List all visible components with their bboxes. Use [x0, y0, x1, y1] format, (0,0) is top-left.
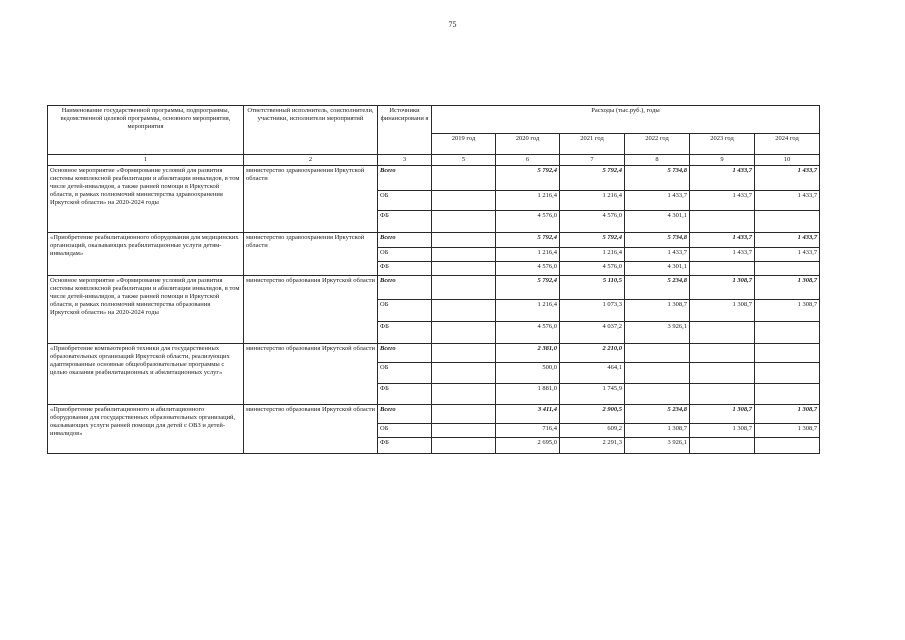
expense-value: [755, 344, 820, 363]
expense-value: [690, 384, 755, 405]
expense-value: 1 433,7: [690, 233, 755, 248]
expense-value: 464,1: [560, 363, 625, 384]
funding-source: ОБ: [378, 191, 432, 211]
funding-source: Всего: [378, 344, 432, 363]
funding-source: ОБ: [378, 300, 432, 322]
header-row: [48, 106, 820, 134]
expense-value: [432, 276, 496, 300]
expense-value: [755, 262, 820, 276]
expense-value: [625, 344, 690, 363]
expense-value: 1 433,7: [625, 191, 690, 211]
table-row: [48, 344, 820, 363]
expense-value: 2 291,3: [560, 438, 625, 454]
expense-value: [690, 262, 755, 276]
column-number: 6: [496, 155, 560, 166]
expense-value: 500,0: [496, 363, 560, 384]
expense-value: 5 792,4: [560, 233, 625, 248]
expense-value: 5 234,8: [625, 405, 690, 424]
expense-value: [432, 248, 496, 262]
header-expenses: Расходы (тыс.руб.), годы: [432, 106, 820, 134]
budget-table: [47, 105, 820, 454]
expense-value: [432, 438, 496, 454]
expense-value: 1 308,7: [755, 405, 820, 424]
expense-value: [432, 191, 496, 211]
expense-value: 1 216,4: [560, 191, 625, 211]
expense-value: 1 073,3: [560, 300, 625, 322]
funding-source: ОБ: [378, 248, 432, 262]
expense-value: 1 308,7: [755, 276, 820, 300]
column-number: 7: [560, 155, 625, 166]
header-year: 2019 год: [432, 134, 496, 155]
expense-value: 1 433,7: [690, 191, 755, 211]
expense-value: [755, 363, 820, 384]
expense-value: 1 433,7: [690, 166, 755, 191]
expense-value: 1 433,7: [755, 191, 820, 211]
column-number: 10: [755, 155, 820, 166]
expense-value: [755, 438, 820, 454]
expense-value: [432, 344, 496, 363]
funding-source: ФБ: [378, 384, 432, 405]
funding-source: Всего: [378, 276, 432, 300]
measure-name: Основное мероприятие «Формирование условий для развития системы комплексной реабилитации и абилитации инвалидов, в том числе детей-инвалидов, а также ранней помощи в Иркутской области, в рамках полномочий министерства образования Иркутской области» на 2020-2024 годы: [48, 276, 244, 344]
expense-value: [625, 363, 690, 384]
expense-value: [432, 211, 496, 233]
expense-value: [690, 344, 755, 363]
table-row: [48, 405, 820, 424]
expense-value: 4 576,0: [496, 211, 560, 233]
expense-value: 1 433,7: [690, 248, 755, 262]
expense-value: 1 433,7: [755, 248, 820, 262]
expense-value: [432, 322, 496, 344]
measure-responsible: министерство образования Иркутской области: [244, 276, 378, 344]
header-name: Наименование государственной программы, подпрограммы, ведомственной целевой программы, основного мероприятия, мероприятия: [48, 106, 244, 155]
expense-value: [755, 384, 820, 405]
expense-value: 1 308,7: [755, 424, 820, 438]
expense-value: 609,2: [560, 424, 625, 438]
expense-value: [690, 438, 755, 454]
header-year: 2021 год: [560, 134, 625, 155]
expense-value: 5 792,4: [560, 166, 625, 191]
expense-value: 2 381,0: [496, 344, 560, 363]
expense-value: 1 216,4: [496, 248, 560, 262]
expense-value: [625, 384, 690, 405]
expense-value: 5 110,5: [560, 276, 625, 300]
expense-value: 1 308,7: [690, 276, 755, 300]
expense-value: [432, 424, 496, 438]
expense-value: 1 216,4: [496, 300, 560, 322]
header-source: Источники финансировани я: [378, 106, 432, 155]
measure-responsible: министерство образования Иркутской области: [244, 344, 378, 405]
expense-value: 2 210,0: [560, 344, 625, 363]
expense-value: [432, 300, 496, 322]
expense-value: 1 881,0: [496, 384, 560, 405]
expense-value: 2 695,0: [496, 438, 560, 454]
expense-value: [432, 363, 496, 384]
expense-value: 4 037,2: [560, 322, 625, 344]
expense-value: 3 926,1: [625, 438, 690, 454]
expense-value: 1 433,7: [755, 233, 820, 248]
expense-value: [755, 211, 820, 233]
expense-value: 1 433,7: [755, 166, 820, 191]
column-numbers-row: [48, 155, 820, 166]
column-number: 2: [244, 155, 378, 166]
expense-value: [690, 322, 755, 344]
expense-value: [690, 363, 755, 384]
expense-value: [432, 166, 496, 191]
expense-value: 1 308,7: [690, 424, 755, 438]
expense-value: 1 308,7: [625, 300, 690, 322]
expense-value: [432, 384, 496, 405]
expense-value: 4 301,1: [625, 262, 690, 276]
header-year: 2020 год: [496, 134, 560, 155]
expense-value: [690, 211, 755, 233]
expense-value: 4 576,0: [496, 322, 560, 344]
expense-value: 1 216,4: [496, 191, 560, 211]
expense-value: 1 433,7: [625, 248, 690, 262]
funding-source: ОБ: [378, 363, 432, 384]
expense-value: 5 734,8: [625, 233, 690, 248]
expense-value: 1 308,7: [690, 300, 755, 322]
measure-name: «Приобретение реабилитационного и абилитационного оборудования для государственных образовательных организаций, оказывающих услуги ранней помощи для детей с ОВЗ и детей-инвалидов»: [48, 405, 244, 454]
header-year: 2024 год: [755, 134, 820, 155]
expense-value: 5 792,4: [496, 233, 560, 248]
measure-name: Основное мероприятие «Формирование условий для развития системы комплексной реабилитации и абилитации инвалидов, в том числе детей-инвалидов, а также ранней помощи в Иркутской области, в рамках полномочий министерства здравоохранения Иркутской области» на 2020-2024 годы: [48, 166, 244, 233]
expense-value: [432, 233, 496, 248]
funding-source: ОБ: [378, 424, 432, 438]
expense-value: 1 745,9: [560, 384, 625, 405]
expense-value: 4 576,0: [560, 262, 625, 276]
funding-source: ФБ: [378, 322, 432, 344]
measure-name: «Приобретение компьютерной техники для государственных образовательных организаций Иркутской области, реализующих адаптированные основные общеобразовательные программы с целью оказания реабилитационных и абилитационных услуг»: [48, 344, 244, 405]
expense-value: 5 234,8: [625, 276, 690, 300]
funding-source: Всего: [378, 166, 432, 191]
expense-value: 1 308,7: [690, 405, 755, 424]
header-year: 2023 год: [690, 134, 755, 155]
expense-value: 4 576,0: [496, 262, 560, 276]
funding-source: ФБ: [378, 438, 432, 454]
expense-value: [432, 405, 496, 424]
measure-responsible: министерство образования Иркутской области: [244, 405, 378, 454]
column-number: 3: [378, 155, 432, 166]
header-year: 2022 год: [625, 134, 690, 155]
expense-value: 716,4: [496, 424, 560, 438]
measure-name: «Приобретение реабилитационного оборудования для медицинских организаций, оказывающих реабилитационные услуги детям-инвалидам»: [48, 233, 244, 276]
expense-value: 3 411,4: [496, 405, 560, 424]
expense-value: 3 926,1: [625, 322, 690, 344]
expense-value: 1 308,7: [755, 300, 820, 322]
expense-value: 1 216,4: [560, 248, 625, 262]
column-number: 9: [690, 155, 755, 166]
expense-value: 1 308,7: [625, 424, 690, 438]
header-responsible: Ответственный исполнитель, соисполнители, участники, исполнители мероприятий: [244, 106, 378, 155]
funding-source: Всего: [378, 233, 432, 248]
table-row: [48, 166, 820, 191]
expense-value: [755, 322, 820, 344]
measure-responsible: министерство здравоохранения Иркутской области: [244, 233, 378, 276]
column-number: 8: [625, 155, 690, 166]
expense-value: 2 900,5: [560, 405, 625, 424]
funding-source: ФБ: [378, 262, 432, 276]
funding-source: Всего: [378, 405, 432, 424]
table-row: [48, 233, 820, 248]
expense-value: [432, 262, 496, 276]
expense-value: 5 792,4: [496, 166, 560, 191]
page-number: 75: [448, 20, 457, 29]
column-number: 5: [432, 155, 496, 166]
expense-value: 4 576,0: [560, 211, 625, 233]
expense-value: 4 301,1: [625, 211, 690, 233]
expense-value: 5 734,8: [625, 166, 690, 191]
measure-responsible: министерство здравоохранения Иркутской области: [244, 166, 378, 233]
funding-source: ФБ: [378, 211, 432, 233]
expense-value: 5 792,4: [496, 276, 560, 300]
column-number: 1: [48, 155, 244, 166]
table-row: [48, 276, 820, 300]
